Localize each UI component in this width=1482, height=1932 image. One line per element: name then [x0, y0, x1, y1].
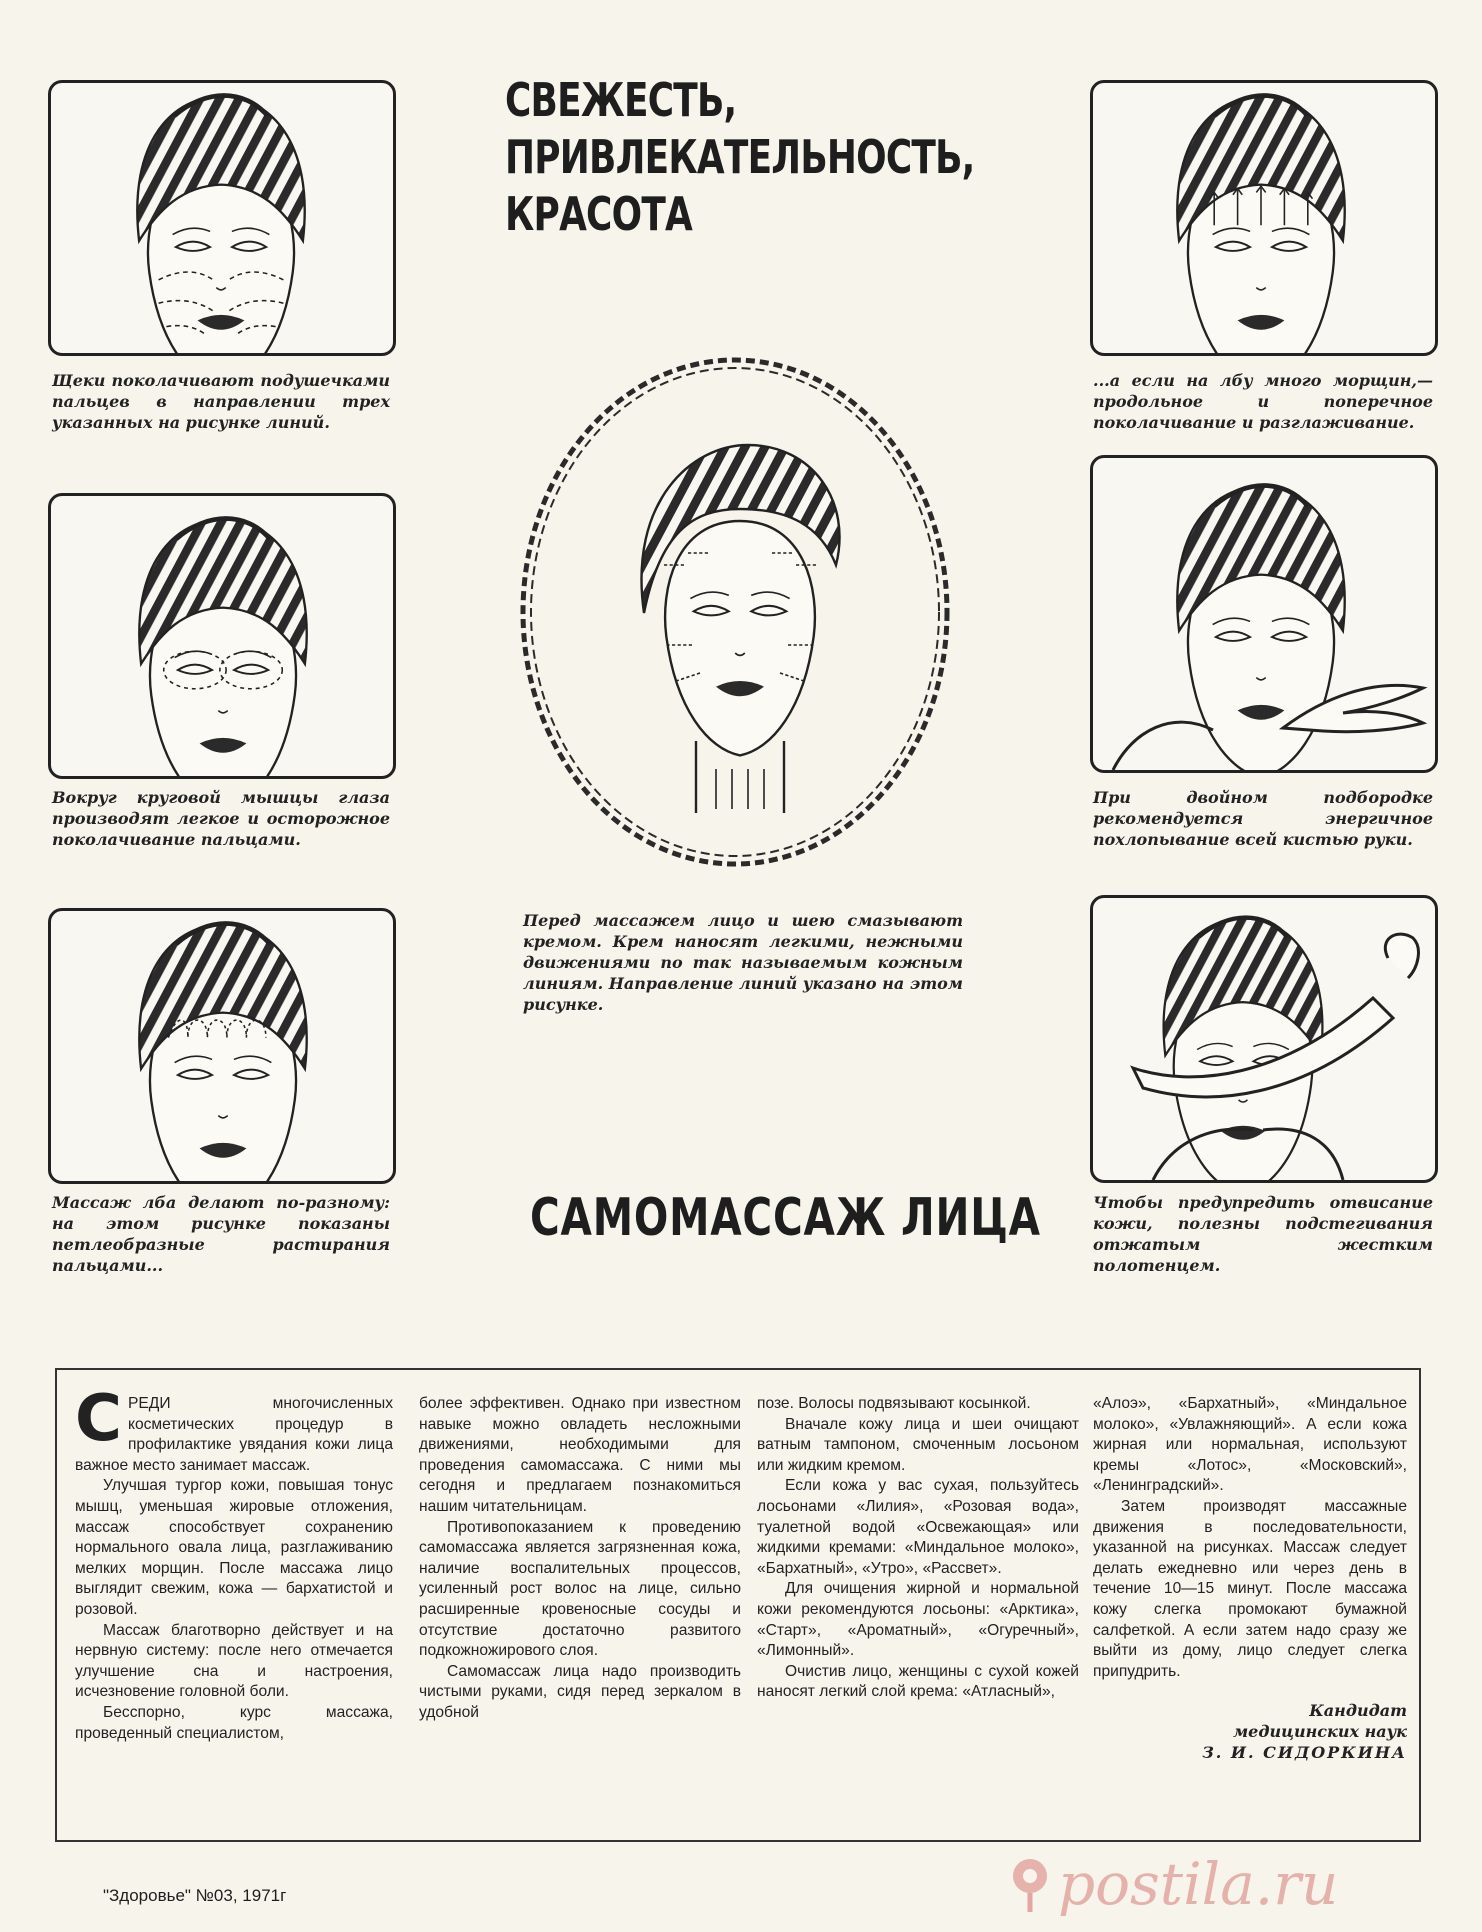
- center-oval-illustration: [515, 352, 955, 872]
- article-paragraph: Если кожа у вас сухая, пользуйтесь лосьонами «Лилия», «Розовая вода», туалетной водой «Освежающая» или жидкими кремами: «Миндальное молоко», «Бархатный», «Утро», «Рассвет».: [757, 1477, 1079, 1577]
- illustration-forehead-wrinkles: [1090, 80, 1438, 356]
- illustration-towel: [1090, 895, 1438, 1183]
- article-paragraph: Бесспорно, курс массажа, проведенный специалистом,: [75, 1703, 393, 1742]
- caption-cheeks: Щеки поколачивают подушечками пальцев в направлении трех указанных на рисунке линий.: [52, 371, 390, 432]
- article-paragraph: Для очищения жирной и нормальной кожи рекомендуются лосьоны: «Арктика», «Старт», «Ароматный», «Огуречный», «Лимонный».: [757, 1580, 1079, 1660]
- eyes-massage-figure: [51, 496, 393, 776]
- chin-massage-figure: [1093, 458, 1435, 770]
- cheeks-massage-figure: [51, 83, 393, 353]
- illustration-forehead-loops: [48, 908, 396, 1184]
- forehead-loops-figure: [51, 911, 393, 1181]
- article-paragraph: Самомассаж лица надо производить чистыми руками, сидя перед зеркалом в удобной: [419, 1662, 741, 1721]
- drop-cap: С: [75, 1382, 122, 1456]
- article-paragraph: Противопоказанием к проведению самомассажа является загрязненная кожа, наличие воспалительных процессов, усиленный рост волос на лице, сильно расширенные кровеносные сосуды и отсутствие достаточно развитого подкожножирового слоя.: [419, 1518, 741, 1660]
- caption-eyes: Вокруг круговой мышцы глаза производят легкое и осторожное поколачивание пальцами.: [52, 788, 390, 849]
- caption-forehead-loops: Массаж лба делают по-разному: на этом рисунке показаны петлеобразные растирания пальцами...: [52, 1193, 390, 1275]
- article-author: [1093, 1700, 1407, 1763]
- source-footer: "Здоровье" №03, 1971г: [103, 1886, 287, 1905]
- article-column-2: [419, 1394, 741, 1834]
- title-line-2: ПРИВЛЕКАТЕЛЬНОСТЬ,: [505, 130, 975, 184]
- watermark-text: postila.ru: [1058, 1852, 1339, 1916]
- author-name: З. И. СИДОРКИНА: [1202, 1743, 1407, 1763]
- illustration-chin: [1090, 455, 1438, 773]
- caption-forehead-wrinkles: ...а если на лбу много морщин,— продольное и поперечное поколачивание и разглаживание.: [1093, 371, 1433, 432]
- article-column-3: [757, 1394, 1079, 1834]
- illustration-eyes: [48, 493, 396, 779]
- author-title-line-1: Кандидат: [1309, 1701, 1407, 1721]
- skin-lines-figure: [515, 352, 955, 872]
- forehead-wrinkles-figure: [1093, 83, 1435, 353]
- watermark-logo: [1006, 1852, 1476, 1916]
- caption-towel: Чтобы предупредить отвисание кожи, полезны подстегивания отжатым жестким полотенцем.: [1093, 1193, 1433, 1275]
- author-title-line-2: медицинских наук: [1232, 1722, 1407, 1742]
- caption-chin: При двойном подбородке рекомендуется энергичное похлопывание всей кистью руки.: [1093, 788, 1433, 849]
- title-line-1: СВЕЖЕСТЬ,: [505, 73, 737, 127]
- article-paragraph: Вначале кожу лица и шеи очищают ватным тампоном, смоченным лосьоном или жидким кремом.: [757, 1415, 1079, 1474]
- article-paragraph: Очистив лицо, женщины с сухой кожей наносят легкий слой крема: «Атласный»,: [757, 1662, 1079, 1701]
- article-paragraph: «Алоэ», «Бархатный», «Миндальное молоко», «Увлажняющий». А если кожа жирная или нормальная, используют кремы «Лотос», «Московский», «Ленинградский».: [1093, 1395, 1407, 1495]
- article-paragraph: позе. Волосы подвязывают косынкой.: [757, 1395, 1031, 1412]
- towel-figure: [1093, 898, 1435, 1180]
- article-paragraph: Массаж благотворно действует и на нервную систему: после него отмечается улучшение сна и настроения, исчезновение головной боли.: [75, 1621, 393, 1701]
- article-paragraph: Затем производят массажные движения в последовательности, указанной на рисунках. Массаж следует делать ежедневно или через день в течение 10—15 минут. После массажа кожу слегка промокают бумажной салфеткой. А если затем надо сразу же выйти из дому, лицо следует слегка припудрить.: [1093, 1497, 1407, 1680]
- article-paragraph: Улучшая тургор кожи, повышая тонус мышц, уменьшая жировые отложения, массаж способствует сохранению нормального овала лица, разглаживанию мелких морщин. После массажа лицо выглядит свежим, кожа — бархатистой и розовой.: [75, 1477, 393, 1618]
- title-line-3: КРАСОТА: [505, 187, 693, 241]
- pin-icon: [1013, 1859, 1047, 1912]
- illustration-cheeks: [48, 80, 396, 356]
- article-column-4: [1093, 1394, 1407, 1834]
- watermark: [1006, 1852, 1476, 1916]
- caption-center: Перед массажем лицо и шею смазывают кремом. Крем наносят легкими, нежными движениями по так называемым кожным линиям. Направление линий указано на этом рисунке.: [523, 911, 963, 1014]
- article-paragraph: более эффективен. Однако при известном навыке можно овладеть несложными движениями, необходимыми для проведения самомассажа. С ними мы сегодня и предлагаем познакомиться нашим читательницам.: [419, 1395, 741, 1515]
- article-subtitle: САМОМАССАЖ ЛИЦА: [530, 1188, 1041, 1248]
- article-column-1: [75, 1382, 393, 1834]
- page-title: [505, 72, 975, 243]
- article-frame: [55, 1368, 1421, 1842]
- article-paragraph: СРЕДИ многочисленных косметических процедур в профилактике увядания кожи лица важное место занимает массаж.: [75, 1382, 393, 1474]
